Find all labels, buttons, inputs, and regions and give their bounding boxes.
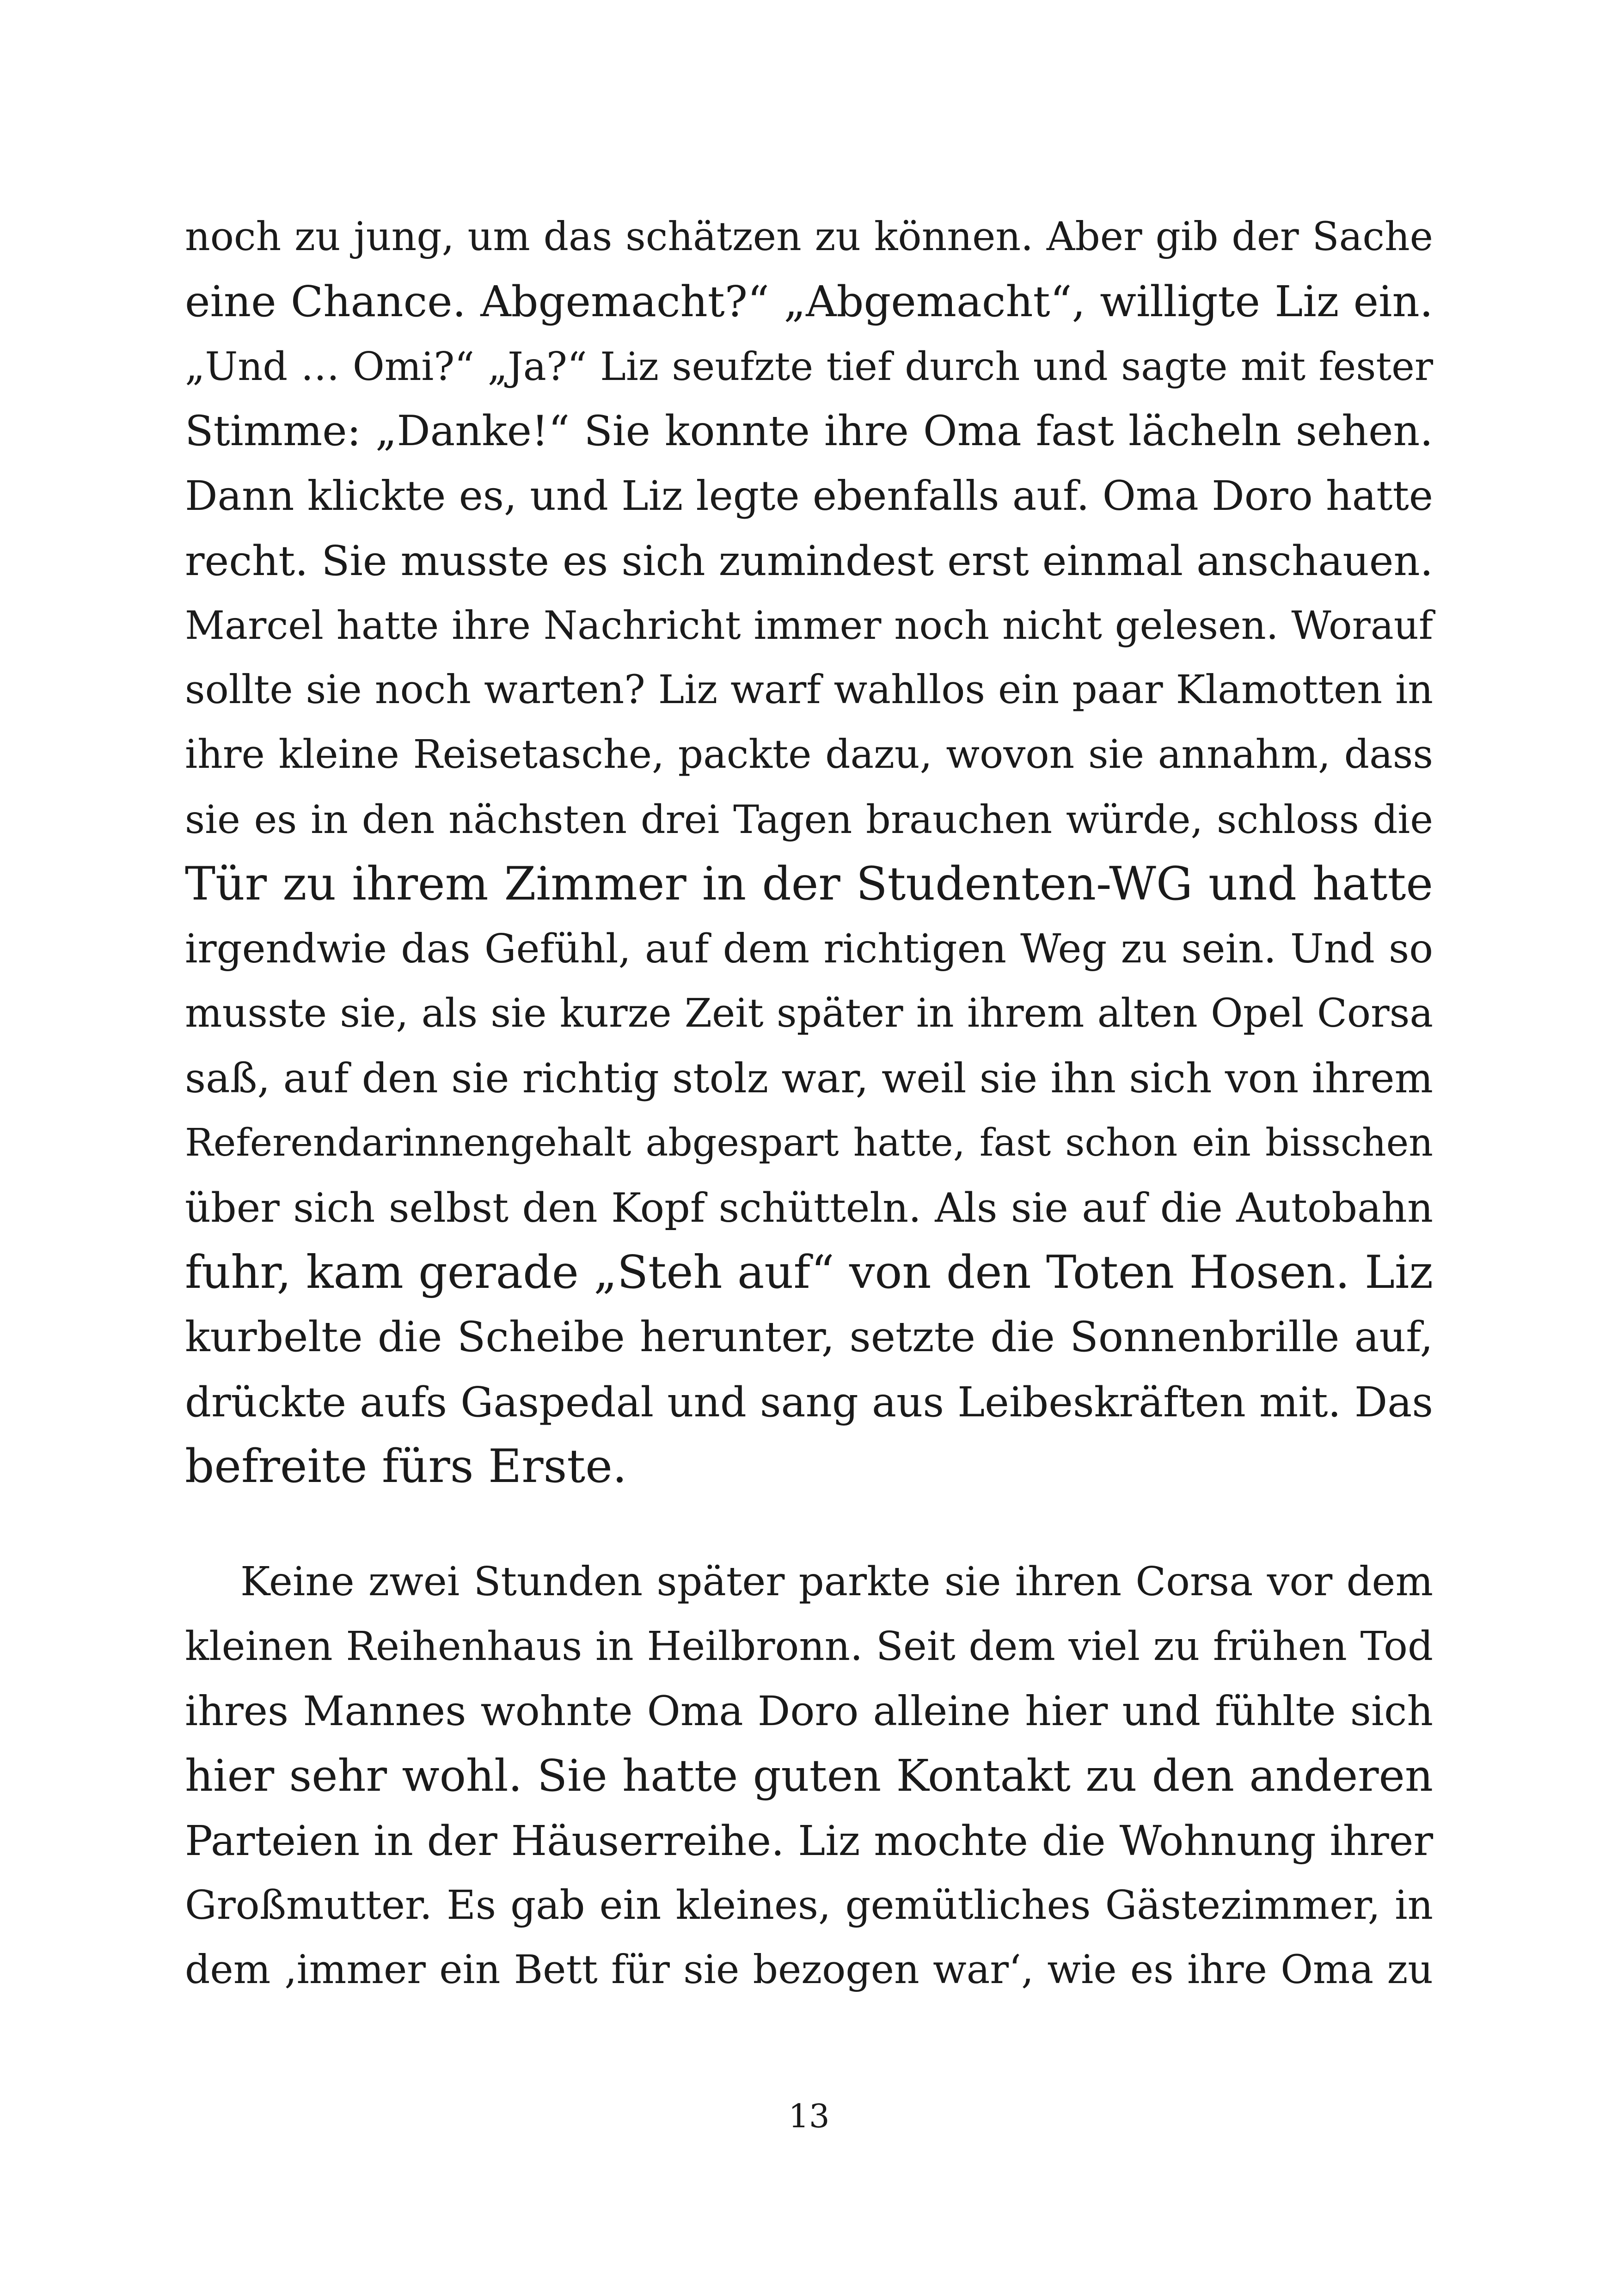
text-line: Marcel hatte ihre Nachricht immer noch nicht gelesen. Worauf: [185, 603, 1433, 648]
text-line: eine Chance. Abgemacht?“ „Abgemacht“, willigte Liz ein.: [185, 277, 1433, 326]
text-line: sollte sie noch warten? Liz warf wahllos ein paar Klamotten in: [185, 667, 1433, 713]
text-line: kleinen Reihenhaus in Heilbronn. Seit dem viel zu frühen Tod: [185, 1623, 1433, 1670]
paragraph-2: [185, 1549, 1433, 2002]
text-line: hier sehr wohl. Sie hatte guten Kontakt zu den anderen: [185, 1751, 1433, 1801]
paragraph-1: [185, 205, 1433, 1499]
text-line: Keine zwei Stunden später parkte sie ihren Corsa vor dem: [240, 1559, 1433, 1605]
text-line: recht. Sie musste es sich zumindest erst einmal anschauen.: [185, 537, 1433, 585]
text-line: drückte aufs Gaspedal und sang aus Leibeskräften mit. Das: [185, 1378, 1433, 1426]
text-line: saß, auf den sie richtig stolz war, weil sie ihn sich von ihrem: [185, 1054, 1433, 1102]
text-line: dem ‚immer ein Bett für sie bezogen war‘, wie es ihre Oma zu: [185, 1947, 1433, 1993]
text-line: sie es in den nächsten drei Tagen brauchen würde, schloss die: [185, 797, 1433, 842]
text-line: Tür zu ihrem Zimmer in der Studenten-WG und hatte: [185, 857, 1433, 911]
text-line: Parteien in der Häuserreihe. Liz mochte die Wohnung ihrer: [185, 1817, 1433, 1865]
text-line: „Und … Omi?“ „Ja?“ Liz seufzte tief durch und sagte mit fester: [185, 344, 1433, 389]
text-line: über sich selbst den Kopf schütteln. Als sie auf die Autobahn: [185, 1184, 1433, 1231]
text-line: irgendwie das Gefühl, auf dem richtigen Weg zu sein. Und so: [185, 926, 1433, 972]
text-line: ihres Mannes wohnte Oma Doro alleine hier und fühlte sich: [185, 1687, 1433, 1735]
text-line: befreite fürs Erste.: [185, 1440, 627, 1493]
text-line: Großmutter. Es gab ein kleines, gemütliches Gästezimmer, in: [185, 1882, 1433, 1929]
text-line: ihre kleine Reisetasche, packte dazu, wovon sie annahm, dass: [185, 732, 1433, 778]
text-line: Dann klickte es, und Liz legte ebenfalls auf. Oma Doro hatte: [185, 472, 1433, 520]
text-line: musste sie, als sie kurze Zeit später in ihrem alten Opel Corsa: [185, 991, 1433, 1036]
text-line: kurbelte die Scheibe herunter, setzte die Sonnenbrille auf,: [185, 1313, 1433, 1361]
text-line: Referendarinnengehalt abgespart hatte, fast schon ein bisschen: [185, 1121, 1433, 1165]
text-line: fuhr, kam gerade „Steh auf“ von den Toten Hosen. Liz: [185, 1246, 1433, 1299]
text-line: Stimme: „Danke!“ Sie konnte ihre Oma fast lächeln sehen.: [185, 407, 1433, 455]
text-line: noch zu jung, um das schätzen zu können. Aber gib der Sache: [185, 214, 1433, 260]
page-number: 13: [788, 2097, 830, 2135]
